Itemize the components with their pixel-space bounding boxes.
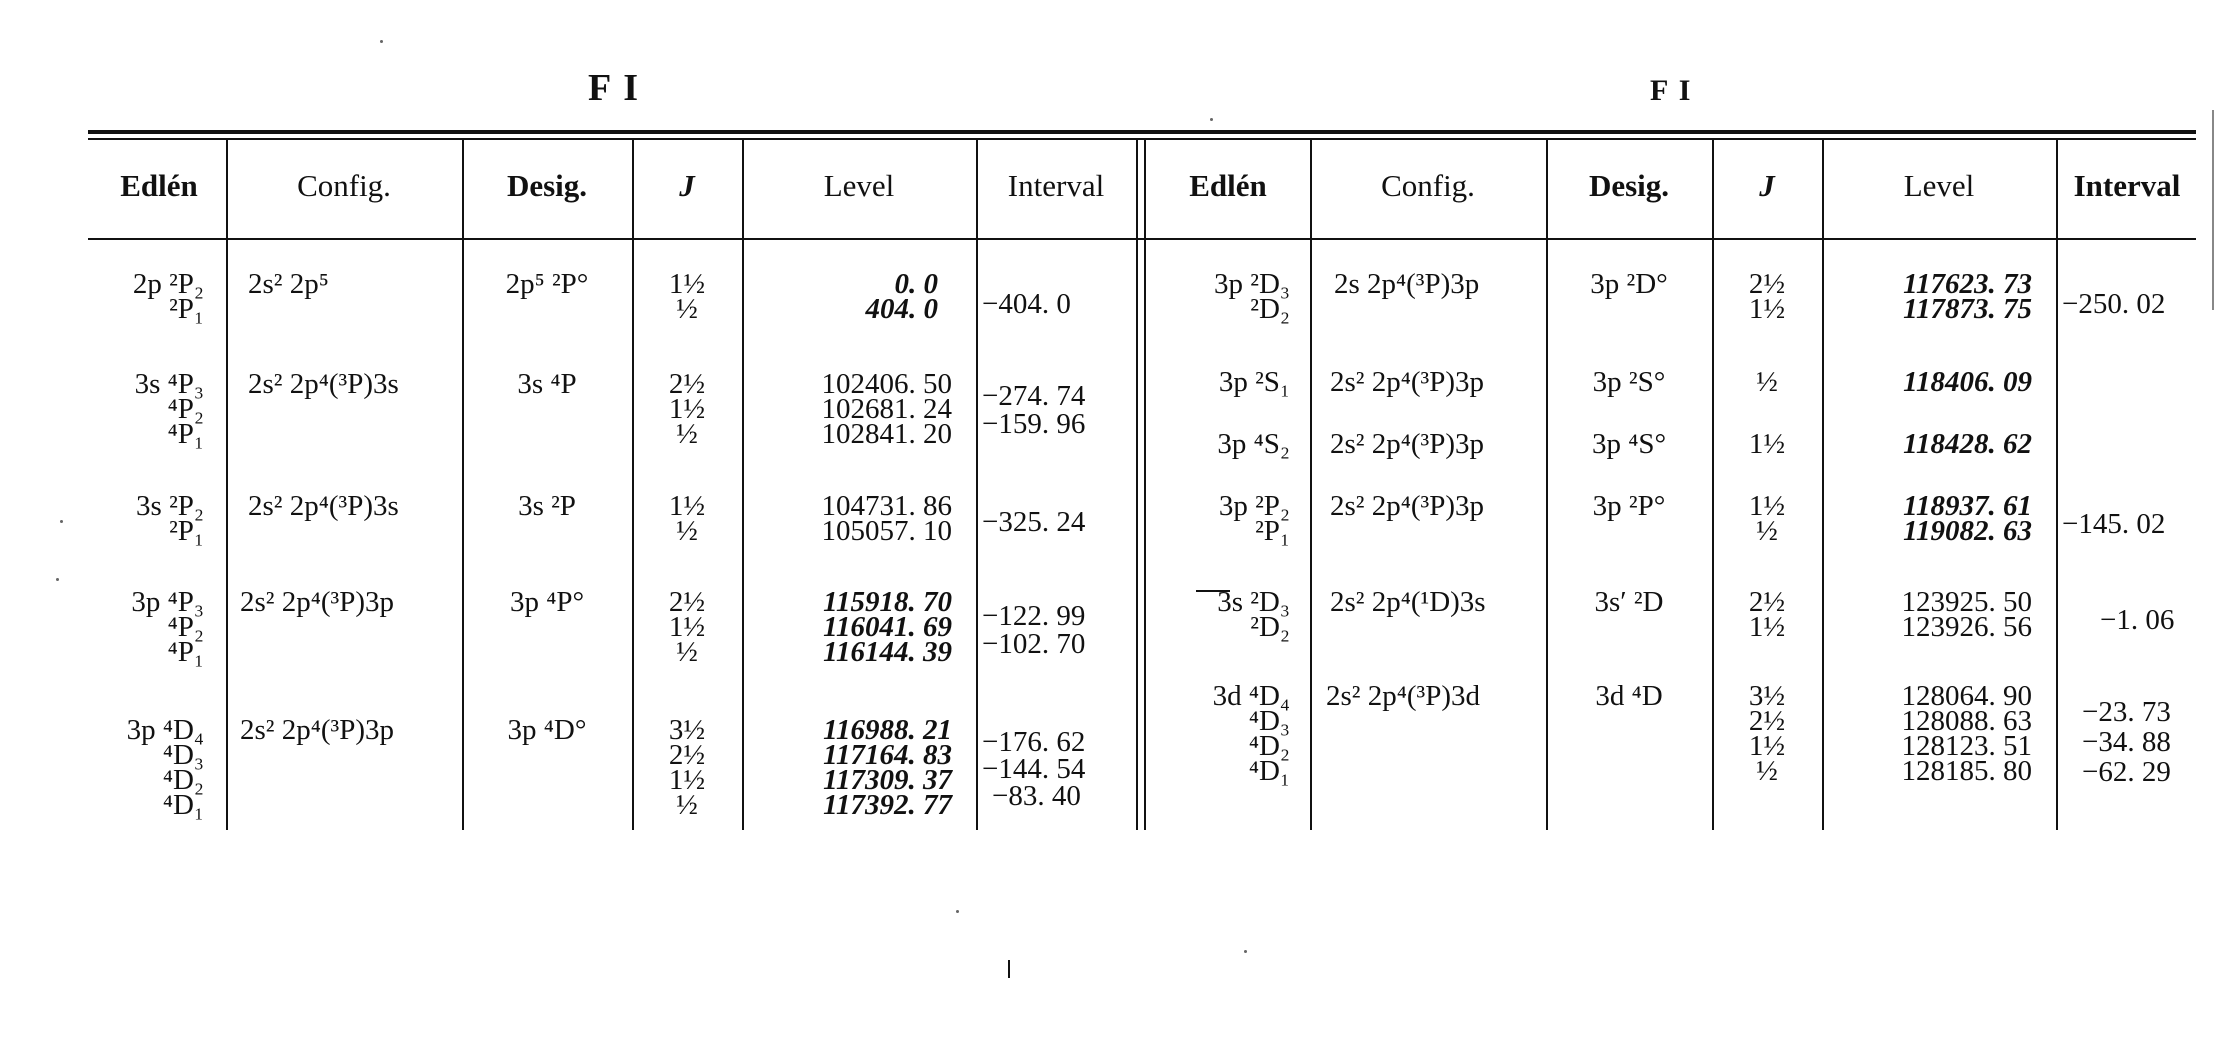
header-level: Level [823,168,895,203]
config-cell: 2s² 2p⁵ [248,268,329,300]
level-value: 102841. 20 [821,418,952,450]
j-value: 1½ [668,393,706,425]
desig-cell: 3s ⁴P [517,368,577,400]
interval-value: −176. 62 [982,726,1086,758]
right-table-title: F I [1650,74,1693,107]
edlen-term: 3p ⁴P₃ [131,586,204,618]
level-value: 118406. 09 [1903,366,2032,398]
column-divider [1546,140,1548,830]
interval-value: −122. 99 [982,600,1086,632]
level-value: 128064. 90 [1901,680,2032,712]
config-cell: 2s² 2p⁴(³P)3p [1330,490,1484,522]
config-cell: 2s² 2p⁴(³P)3p [240,714,394,746]
edlen-term: ²D₂ [1250,611,1290,643]
header-interval: Interval [1007,168,1105,203]
desig-cell: 3s ²P [518,490,576,522]
column-divider [976,140,978,830]
j-value: 1½ [1748,730,1786,762]
scan-speck [1210,118,1213,121]
desig-cell: 3p ²D° [1590,268,1668,300]
edlen-term: 2p ²P₂ [132,268,204,300]
level-value: 117309. 37 [823,764,952,796]
edlen-term: ⁴D₃ [1248,705,1290,737]
header-interval: Interval [2073,168,2181,203]
edlen-term: ⁴D₃ [162,739,204,771]
scan-edge [2212,110,2214,310]
edlen-term: ⁴D₂ [162,764,204,796]
desig-cell: 3d ⁴D [1595,680,1663,712]
column-divider [1310,140,1312,830]
config-cell: 2s 2p⁴(³P)3p [1334,268,1480,300]
j-value: 2½ [1748,586,1786,618]
edlen-term: ⁴D₁ [1248,755,1290,787]
desig-cell: 3p ⁴S° [1591,428,1667,460]
header-level: Level [1903,168,1975,203]
j-value: 1½ [668,490,706,522]
j-value: 1½ [668,268,706,300]
j-value: 2½ [668,368,706,400]
header-edlen: Edlén [120,168,198,203]
interval-value: −83. 40 [992,780,1081,812]
header-config: Config. [1381,168,1475,203]
config-cell: 2s² 2p⁴(³P)3s [248,368,399,400]
config-cell: 2s² 2p⁴(³P)3p [240,586,394,618]
level-value: 119082. 63 [1903,515,2032,547]
edlen-term: ⁴D₁ [162,789,204,821]
config-cell: 2s² 2p⁴(³P)3d [1326,680,1480,712]
config-cell: 2s² 2p⁴(¹D)3s [1330,586,1486,618]
scan-speck [60,520,63,523]
edlen-term: 3p ²P₂ [1218,490,1290,522]
level-value: 102406. 50 [821,368,952,400]
level-value: 117164. 83 [823,739,952,771]
level-value: 102681. 24 [821,393,952,425]
edlen-term: 3s ²P₂ [136,490,204,522]
j-value: 2½ [668,739,706,771]
level-value: 0. 0 [894,268,938,300]
header-config: Config. [297,168,391,203]
level-value: 404. 0 [865,293,938,325]
level-value: 117392. 77 [823,789,952,821]
level-value: 123925. 50 [1901,586,2032,618]
j-value: 3½ [668,714,706,746]
edlen-term: ²P₁ [169,515,204,547]
edlen-term: 3s ⁴P₃ [134,368,204,400]
edlen-term: 3d ⁴D₄ [1212,680,1290,712]
interval-value: −325. 24 [982,506,1086,538]
interval-value: −1. 06 [2100,604,2175,636]
interval-value: −34. 88 [2082,726,2171,758]
level-value: 117623. 73 [1903,268,2032,300]
level-value: 118937. 61 [1903,490,2032,522]
interval-value: −404. 0 [982,288,1071,320]
j-value: 1½ [668,611,706,643]
edlen-term: ²P₁ [169,293,204,325]
scan-speck [956,910,959,913]
level-value: 128123. 51 [1901,730,2032,762]
center-divider [1144,140,1146,830]
desig-cell: 3p ⁴P° [509,586,585,618]
column-divider [2056,140,2058,830]
edlen-term: 3s ²D₃ [1217,586,1290,618]
j-value: ½ [676,789,698,821]
desig-cell: 2p⁵ ²P° [505,268,589,300]
edlen-term: ²D₂ [1250,293,1290,325]
interval-value: −23. 73 [2082,696,2171,728]
j-value: 2½ [1748,705,1786,737]
edlen-term: ⁴D₂ [1248,730,1290,762]
edlen-term: ²P₁ [1255,515,1290,547]
interval-value: −144. 54 [982,753,1086,785]
level-value: 116041. 69 [823,611,952,643]
edlen-term: ⁴P₂ [167,393,204,425]
level-value: 104731. 86 [821,490,952,522]
desig-cell: 3p ²S° [1592,366,1666,398]
interval-value: −159. 96 [982,408,1086,440]
level-value: 128185. 80 [1901,755,2032,787]
level-value: 123926. 56 [1901,611,2032,643]
edlen-term: ⁴P₁ [167,636,204,668]
j-value: 1½ [1748,428,1786,460]
scan-speck [56,578,59,581]
edlen-term: ⁴P₁ [167,418,204,450]
level-value: 105057. 10 [821,515,952,547]
header-j: J [679,168,695,203]
j-value: 1½ [668,764,706,796]
level-value: 116144. 39 [823,636,952,668]
j-value: ½ [1756,755,1778,787]
level-value: 116988. 21 [823,714,952,746]
column-divider [226,140,228,830]
interval-value: −274. 74 [982,380,1086,412]
level-value: 115918. 70 [823,586,952,618]
config-cell: 2s² 2p⁴(³P)3s [248,490,399,522]
config-cell: 2s² 2p⁴(³P)3p [1330,366,1484,398]
edlen-term: 3p ⁴S₂ [1217,428,1290,460]
j-value: ½ [676,636,698,668]
level-value: 117873. 75 [1903,293,2032,325]
j-value: ½ [676,293,698,325]
config-cell: 2s² 2p⁴(³P)3p [1330,428,1484,460]
header-edlen: Edlén [1189,168,1267,203]
desig-cell: 3p ⁴D° [507,714,587,746]
j-value: ½ [676,515,698,547]
scan-speck [1008,960,1010,978]
j-value: ½ [1756,366,1778,398]
left-table-title: F I [588,67,641,109]
j-value: 1½ [1748,611,1786,643]
header-desig: Desig. [506,168,588,203]
interval-value: −250. 02 [2062,288,2166,320]
header-desig: Desig. [1588,168,1670,203]
level-value: 128088. 63 [1901,705,2032,737]
j-value: 3½ [1748,680,1786,712]
interval-value: −102. 70 [982,628,1086,660]
top-rule [88,130,2196,134]
scan-speck [380,40,383,43]
edlen-term: 3p ²S₁ [1218,366,1290,398]
desig-cell: 3s′ ²D [1594,586,1664,618]
j-value: 2½ [668,586,706,618]
header-j: J [1759,168,1775,203]
j-value: 2½ [1748,268,1786,300]
interval-value: −145. 02 [2062,508,2166,540]
desig-cell: 3p ²P° [1592,490,1666,522]
level-value: 118428. 62 [1903,428,2032,460]
interval-value: −62. 29 [2082,756,2171,788]
j-value: 1½ [1748,293,1786,325]
center-divider [1136,140,1138,830]
top-rule-thin [88,138,2196,140]
j-value: ½ [676,418,698,450]
edlen-term: 3p ⁴D₄ [126,714,204,746]
edlen-term: ⁴P₂ [167,611,204,643]
scan-speck [1244,950,1247,953]
header-rule [88,238,2196,240]
edlen-term: 3p ²D₃ [1214,268,1290,300]
j-value: ½ [1756,515,1778,547]
j-value: 1½ [1748,490,1786,522]
